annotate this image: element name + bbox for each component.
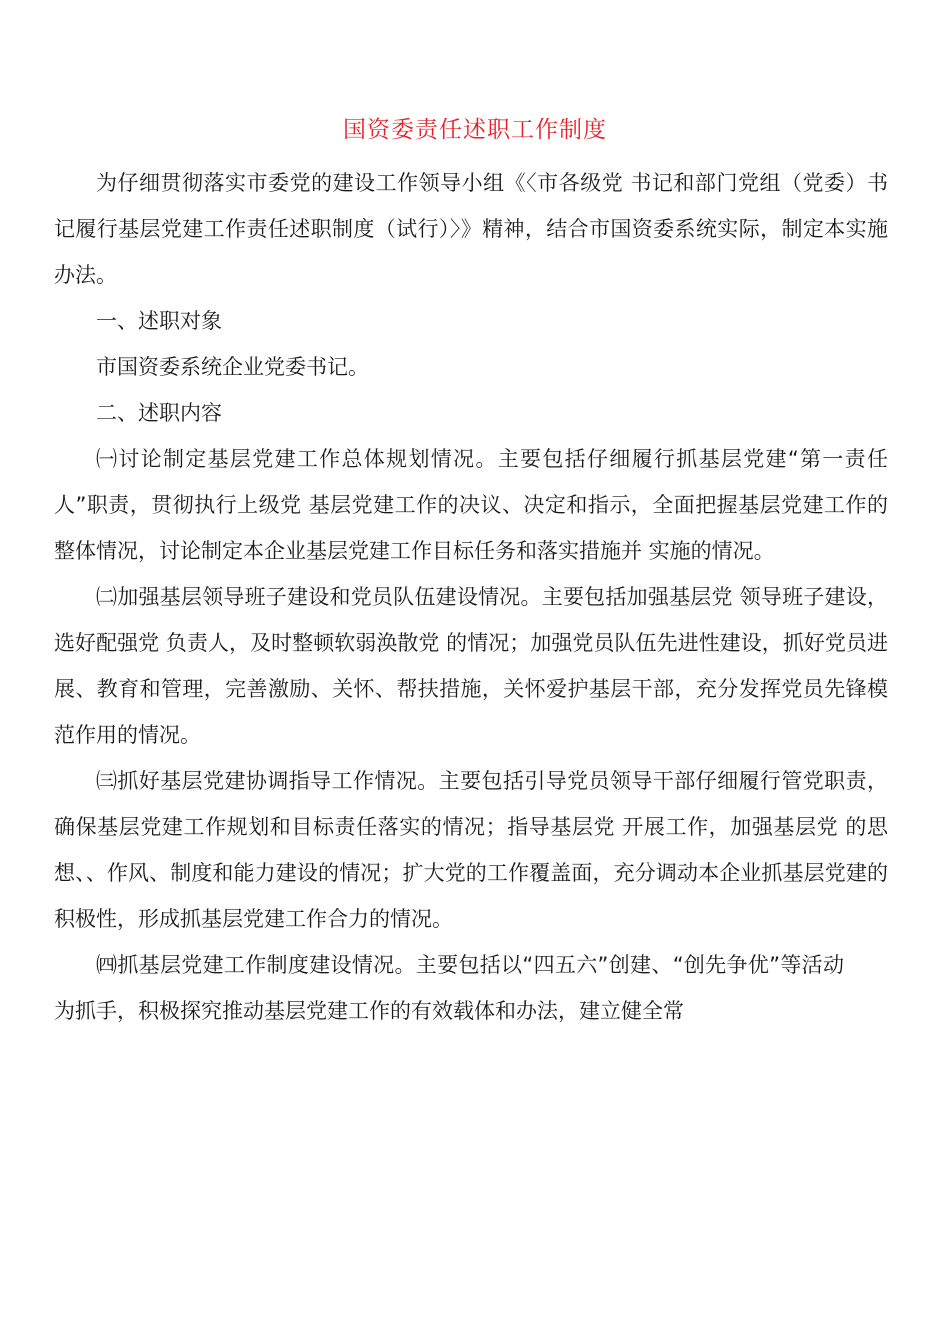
paragraph-item-1: ㈠讨论制定基层党建工作总体规划情况。主要包括仔细履行抓基层党建“第一责任人”职责，贯彻执行上级党 基层党建工作的决议、决定和指示，全面把握基层党建工作的整体情况，讨论制定本企业基层党建工作目标任务和落实措施并 实施的情况。 — [54, 447, 888, 563]
document-body — [54, 160, 888, 1034]
section-heading-1: 一、述职对象 — [96, 309, 222, 333]
paragraph-item-4: ㈣抓基层党建工作制度建设情况。主要包括以“四五六”创建、“创先争优”等活动为抓手，积极探究推动基层党建工作的有效载体和办法，建立健全常 — [54, 953, 844, 1023]
paragraph-intro: 为仔细贯彻落实市委党的建设工作领导小组《〈市各级党 书记和部门党组（党委）书记履行基层党建工作责任述职制度（试行）〉》精神，结合市国资委系统实际，制定本实施办法。 — [54, 171, 888, 287]
paragraph-reporting-subject: 市国资委系统企业党委书记。 — [96, 355, 369, 379]
paragraph-item-2: ㈡加强基层领导班子建设和党员队伍建设情况。主要包括加强基层党 领导班子建设，选好配强党 负责人，及时整顿软弱涣散党 的情况；加强党员队伍先进性建设，抓好党员进展、教育和管理，完善激励、关怀、帮扶措施，关怀爱护基层干部，充分发挥党员先锋模范作用的情况。 — [54, 585, 889, 747]
paragraph-item-3: ㈢抓好基层党建协调指导工作情况。主要包括引导党员领导干部仔细履行管党职责，确保基层党建工作规划和目标责任落实的情况；指导基层党 开展工作，加强基层党 的思想、、作风、制度和能力建设的情况；扩大党的工作覆盖面，充分调动本企业抓基层党建的积极性，形成抓基层党建工作合力的情况。 — [54, 769, 888, 931]
section-heading-2: 二、述职内容 — [96, 401, 222, 425]
document-title: 国资委责任述职工作制度 — [343, 117, 607, 143]
